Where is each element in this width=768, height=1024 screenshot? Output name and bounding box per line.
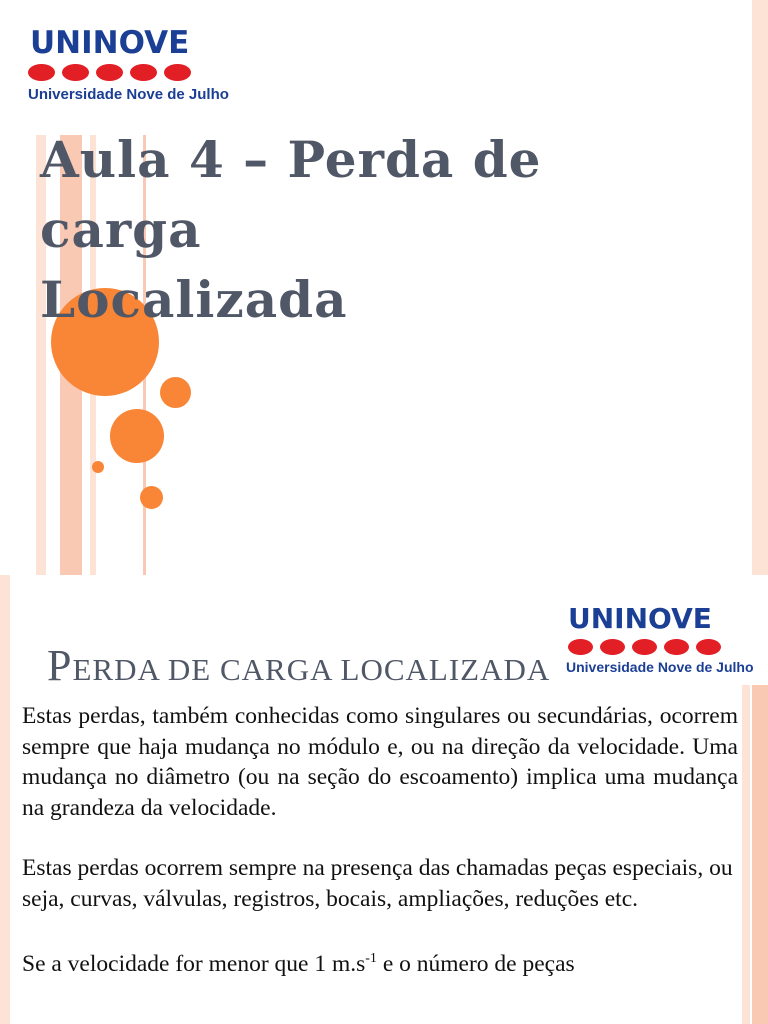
slide-title-line: Aula 4 – Perda de [40,130,542,189]
decorative-circle [160,377,191,408]
slide-title-line: Localizada [40,270,348,329]
logo-dot [62,64,89,81]
logo-wordmark: UNINOVE [568,602,712,635]
decorative-circle [92,461,104,473]
logo-dot [696,639,721,655]
body-text [22,701,738,979]
slide-title-line: carga [40,200,202,259]
logo-dot [96,64,123,81]
decorative-stripe [752,685,768,1024]
logo-dot [164,64,191,81]
logo-dot [632,639,657,655]
logo-dot [664,639,689,655]
section-title-initial: P [47,641,73,690]
decorative-stripe [752,0,768,575]
logo-dots [28,64,229,81]
paragraph: Estas perdas, também conhecidas como singulares ou secundárias, ocorrem sempre que haja mudança no módulo e, ou na direção da velocidade. Uma mudança no diâmetro (ou na seção do escoamento) implica uma mudança na grandeza da velocidade. [22,703,738,821]
uninove-logo [566,602,754,675]
logo-dot [600,639,625,655]
logo-wordmark: UNINOVE [30,25,190,61]
logo-subtitle: Universidade Nove de Julho [28,86,229,103]
paragraph-partial-start: Se a velocidade for menor que 1 m.s [22,950,366,977]
decorative-circle [110,409,164,463]
decorative-circle [140,486,163,509]
superscript: -1 [365,951,377,966]
section-title-rest: ERDA DE CARGA LOCALIZADA [72,652,551,687]
logo-dot [130,64,157,81]
paragraph: Estas perdas ocorrem sempre na presença das chamadas peças especiais, ou seja, curvas, válvulas, registros, bocais, ampliações, reduções etc. [22,855,733,912]
logo-dot [568,639,593,655]
decorative-stripe [0,575,10,1024]
decorative-stripe [742,685,750,1024]
paragraph-partial-end: e o número de peças [376,950,575,977]
slide-title [40,125,542,335]
logo-dot [28,64,55,81]
uninove-logo [28,25,229,103]
logo-subtitle: Universidade Nove de Julho [566,659,754,675]
logo-dots [568,639,754,655]
paragraph-partial [22,944,738,979]
section-title [47,640,550,691]
